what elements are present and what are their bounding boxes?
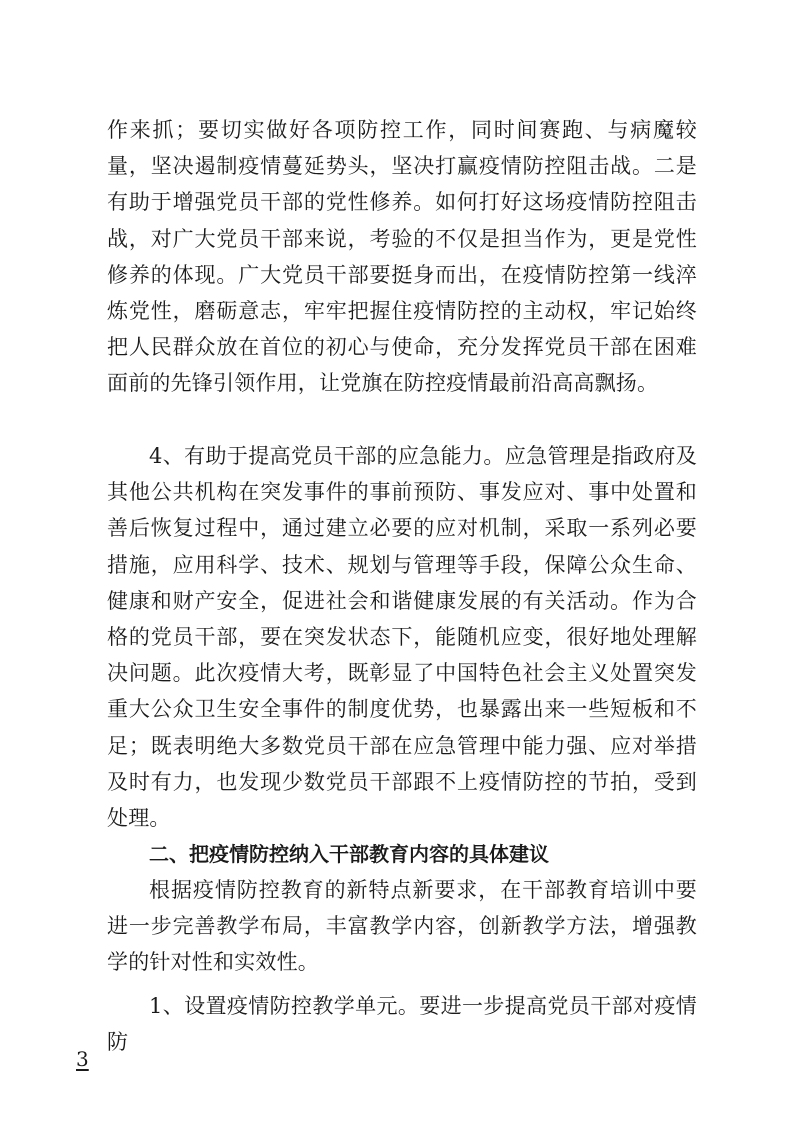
body-paragraph: 4、有助于提高党员干部的应急能力。应急管理是指政府及其他公共机构在突发事件的事前预防、事发应对、事中处置和善后恢复过程中，通过建立必要的应对机制，采取一系列必要措施，应用科学、技术、规划与管理等手段，保障公众生命、健康和财产安全，促进社会和谐健康发展的有关活动。作为合格的党员干部，要在突发状态下，能随机应变，很好地处理解决问题。此次疫情大考，既彰显了中国特色社会主义处置突发重大公众卫生安全事件的制度优势，也暴露出来一些短板和不足；既表明绝大多数党员干部在应急管理中能力强、应对举措及时有力，也发现少数党员干部跟不上疫情防控的节拍，受到处理。 [107,444,697,831]
body-paragraph: 作来抓；要切实做好各项防控工作，同时间赛跑、与病魔较量，坚决遏制疫情蔓延势头，坚决打赢疫情防控阻击战。二是有助于增强党员干部的党性修养。如何打好这场疫情防控阻击战，对广大党员干部来说，考验的不仅是担当作为，更是党性修养的体现。广大党员干部要挺身而出，在疫情防控第一线淬炼党性，磨砺意志，牢牢把握住疫情防控的主动权，牢记始终把人民群众放在首位的初心与使命，充分发挥党员干部在困难面前的先锋引领作用，让党旗在防控疫情最前沿高高飘扬。 [107,118,697,396]
page-number: 3 [76,1047,89,1071]
body-paragraph: 1、设置疫情防控教学单元。要进一步提高党员干部对疫情防 [107,994,697,1055]
section-heading: 二、把疫情防控纳入干部教育内容的具体建议 [149,842,549,866]
body-paragraph: 根据疫情防控教育的新特点新要求，在干部教育培训中要进一步完善教学布局，丰富教学内容，创新教学方法，增强教学的针对性和实效性。 [107,878,697,975]
